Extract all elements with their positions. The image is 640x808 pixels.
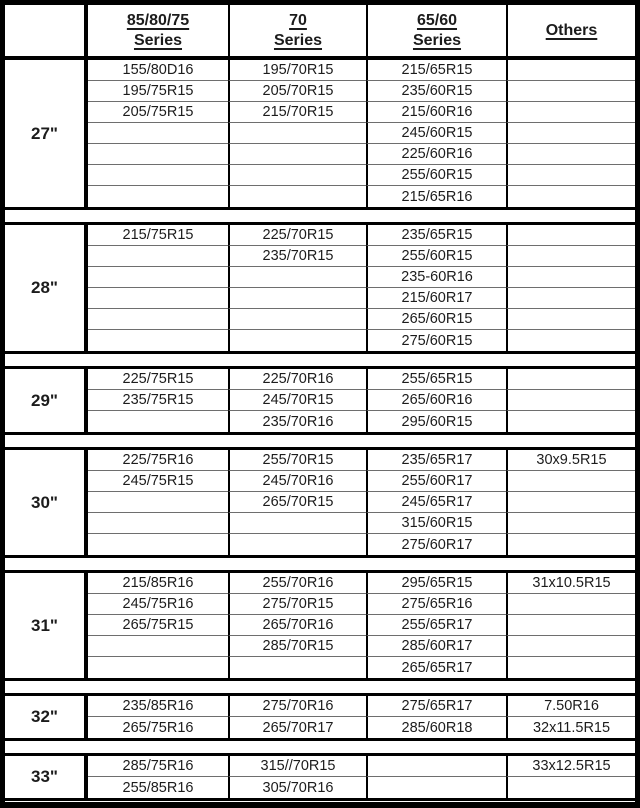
empty-cell [88, 330, 228, 351]
tire-size-cell: 255/60R17 [366, 471, 506, 492]
empty-cell [88, 123, 228, 144]
tire-size-cell: 295/60R15 [366, 411, 506, 432]
tire-size-cell: 225/75R15 [88, 369, 228, 390]
header-line: 65/60 [416, 11, 458, 29]
tire-size-cell: 235/60R15 [366, 81, 506, 102]
tire-size-cell: 265/75R15 [88, 615, 228, 636]
empty-cell [506, 102, 635, 123]
tire-size-cell: 215/85R16 [88, 573, 228, 594]
tire-size-cell: 285/75R16 [88, 756, 228, 777]
tire-size-cell: 235/65R17 [366, 450, 506, 471]
tire-size-cell: 275/70R16 [228, 696, 366, 717]
tire-size-cell: 265/70R16 [228, 615, 366, 636]
section-28-inch [5, 222, 635, 354]
tire-size-cell: 315/60R15 [366, 513, 506, 534]
empty-cell [506, 777, 635, 798]
tire-size-cell: 265/75R16 [122, 719, 194, 736]
tire-size-cell: 255/70R16 [228, 573, 366, 594]
tire-size-cell: 285/70R15 [228, 636, 366, 657]
empty-cell [506, 513, 635, 534]
header-line: Series [273, 31, 323, 49]
tire-size-cell: 265/60R16 [366, 390, 506, 411]
empty-cell [506, 186, 635, 207]
corner-cell [5, 5, 88, 56]
empty-cell [88, 309, 228, 330]
size-label: 30" [5, 450, 88, 555]
empty-cell [88, 165, 228, 186]
tire-size-cell: 30x9.5R15 [506, 450, 635, 471]
tire-size-cell: 235/70R15 [228, 246, 366, 267]
header-line: Series [133, 31, 183, 49]
empty-cell [88, 288, 228, 309]
empty-cell [506, 144, 635, 165]
empty-cell [506, 267, 635, 288]
empty-cell [88, 513, 228, 534]
tire-size-cell: 255/60R15 [366, 246, 506, 267]
size-label: 33" [5, 756, 88, 798]
empty-cell [506, 288, 635, 309]
empty-cell [228, 513, 366, 534]
size-label: 31" [5, 573, 88, 678]
header-line: Others [545, 21, 598, 39]
tire-size-cell: 285/60R18 [366, 717, 506, 738]
tire-size-cell: 265/70R17 [228, 717, 366, 738]
empty-cell [506, 309, 635, 330]
tire-size-cell: 245/70R15 [228, 390, 366, 411]
empty-cell [228, 144, 366, 165]
tire-size-cell: 245/75R16 [88, 594, 228, 615]
empty-cell [228, 165, 366, 186]
empty-cell [506, 636, 635, 657]
empty-cell [506, 615, 635, 636]
tire-size-cell: 155/80D16 [88, 60, 228, 81]
empty-cell [228, 534, 366, 555]
column-header-65-60-series-label [413, 11, 461, 51]
tire-size-cell: 215/60R16 [366, 102, 506, 123]
empty-cell [228, 657, 366, 678]
column-header-70-series-label [274, 11, 322, 51]
tire-size-cell: 235/75R15 [88, 390, 228, 411]
size-label: 29" [5, 369, 88, 432]
tire-size-cell: 295/65R15 [366, 573, 506, 594]
tire-size-cell: 275/65R16 [366, 594, 506, 615]
tire-size-cell: 215/70R15 [228, 102, 366, 123]
tire-size-cell: 275/60R15 [366, 330, 506, 351]
header-line: 85/80/75 [126, 11, 190, 29]
empty-cell [506, 492, 635, 513]
size-label: 27" [5, 60, 88, 207]
column-header-others-label [546, 21, 598, 41]
tire-size-cell: 225/70R16 [228, 369, 366, 390]
empty-cell [88, 246, 228, 267]
tire-size-cell: 255/65R17 [366, 615, 506, 636]
tire-size-cell: 32x11.5R15 [506, 717, 635, 738]
tire-size-cell: 245/65R17 [366, 492, 506, 513]
empty-cell [506, 225, 635, 246]
tire-size-cell: 255/85R16 [122, 779, 194, 796]
tire-size-cell: 265/70R15 [228, 492, 366, 513]
tire-size-cell: 265/60R15 [366, 309, 506, 330]
tire-size-cell: 235/65R15 [366, 225, 506, 246]
tire-size-cell: 225/70R15 [228, 225, 366, 246]
empty-cell [506, 471, 635, 492]
empty-cell [506, 123, 635, 144]
tire-size-cell: 255/60R15 [366, 165, 506, 186]
tire-size-cell: 285/60R17 [366, 636, 506, 657]
section-32-inch [5, 693, 635, 741]
empty-cell [228, 123, 366, 144]
empty-cell [366, 756, 506, 777]
column-header-85-80-75-series [88, 5, 228, 56]
column-header-70-series [228, 5, 366, 56]
tire-size-cell: 245/70R16 [228, 471, 366, 492]
empty-cell [228, 330, 366, 351]
column-header-85-80-75-series-label [127, 11, 189, 51]
tire-size-cell: 205/70R15 [228, 81, 366, 102]
section-27-inch [5, 60, 635, 210]
tire-size-cell: 215/65R16 [366, 186, 506, 207]
empty-cell [506, 369, 635, 390]
empty-cell [366, 777, 506, 798]
tire-size-cell: 225/75R16 [88, 450, 228, 471]
empty-cell [88, 186, 228, 207]
empty-cell [506, 411, 635, 432]
size-label: 28" [5, 225, 88, 351]
empty-cell [228, 186, 366, 207]
tire-size-cell: 195/75R15 [88, 81, 228, 102]
tire-size-cell: 225/60R16 [366, 144, 506, 165]
empty-cell [88, 411, 228, 432]
header-line: Series [412, 31, 462, 49]
empty-cell [88, 534, 228, 555]
tire-size-cell: 265/65R17 [366, 657, 506, 678]
tire-size-cell: 275/70R15 [228, 594, 366, 615]
tire-size-cell: 33x12.5R15 [506, 756, 635, 777]
tire-size-cell: 205/75R15 [88, 102, 228, 123]
empty-cell [506, 81, 635, 102]
tire-size-cell: 245/60R15 [366, 123, 506, 144]
tire-size-cell: 235/70R16 [228, 411, 366, 432]
empty-cell [88, 492, 228, 513]
section-30-inch [5, 447, 635, 558]
header-row [5, 5, 635, 60]
tire-size-cell: 215/60R17 [366, 288, 506, 309]
empty-cell [506, 330, 635, 351]
section-31-inch [5, 570, 635, 681]
tire-size-cell: 215/65R15 [366, 60, 506, 81]
tire-size-cell: 235/85R16 [88, 696, 228, 717]
tire-size-cell: 31x10.5R15 [506, 573, 635, 594]
empty-cell [228, 288, 366, 309]
empty-cell [506, 60, 635, 81]
section-33-inch [5, 753, 635, 801]
tire-size-cell: 245/75R15 [88, 471, 228, 492]
empty-cell [506, 534, 635, 555]
tire-size-cell: 215/75R15 [88, 225, 228, 246]
empty-cell [506, 390, 635, 411]
empty-cell [228, 267, 366, 288]
tire-size-cell: 275/60R17 [366, 534, 506, 555]
empty-cell [88, 657, 228, 678]
column-header-65-60-series [366, 5, 506, 56]
tire-size-cell: 255/65R15 [366, 369, 506, 390]
empty-cell [228, 309, 366, 330]
header-line: 70 [289, 11, 307, 29]
chart-sections [5, 60, 635, 801]
empty-cell [506, 594, 635, 615]
empty-cell [506, 657, 635, 678]
tire-size-cell: 7.50R16 [506, 696, 635, 717]
column-header-others [506, 5, 635, 56]
tire-size-cell: 315//70R15 [228, 756, 366, 777]
tire-size-cell: 195/70R15 [228, 60, 366, 81]
empty-cell [88, 144, 228, 165]
size-label: 32" [5, 696, 88, 738]
empty-cell [506, 165, 635, 186]
tire-size-cell: 305/70R16 [228, 777, 366, 798]
tire-size-cell: 255/70R15 [228, 450, 366, 471]
empty-cell [88, 267, 228, 288]
section-29-inch [5, 366, 635, 435]
empty-cell [88, 636, 228, 657]
tire-size-cell: 235-60R16 [366, 267, 506, 288]
empty-cell [506, 246, 635, 267]
tire-size-cell: 275/65R17 [366, 696, 506, 717]
